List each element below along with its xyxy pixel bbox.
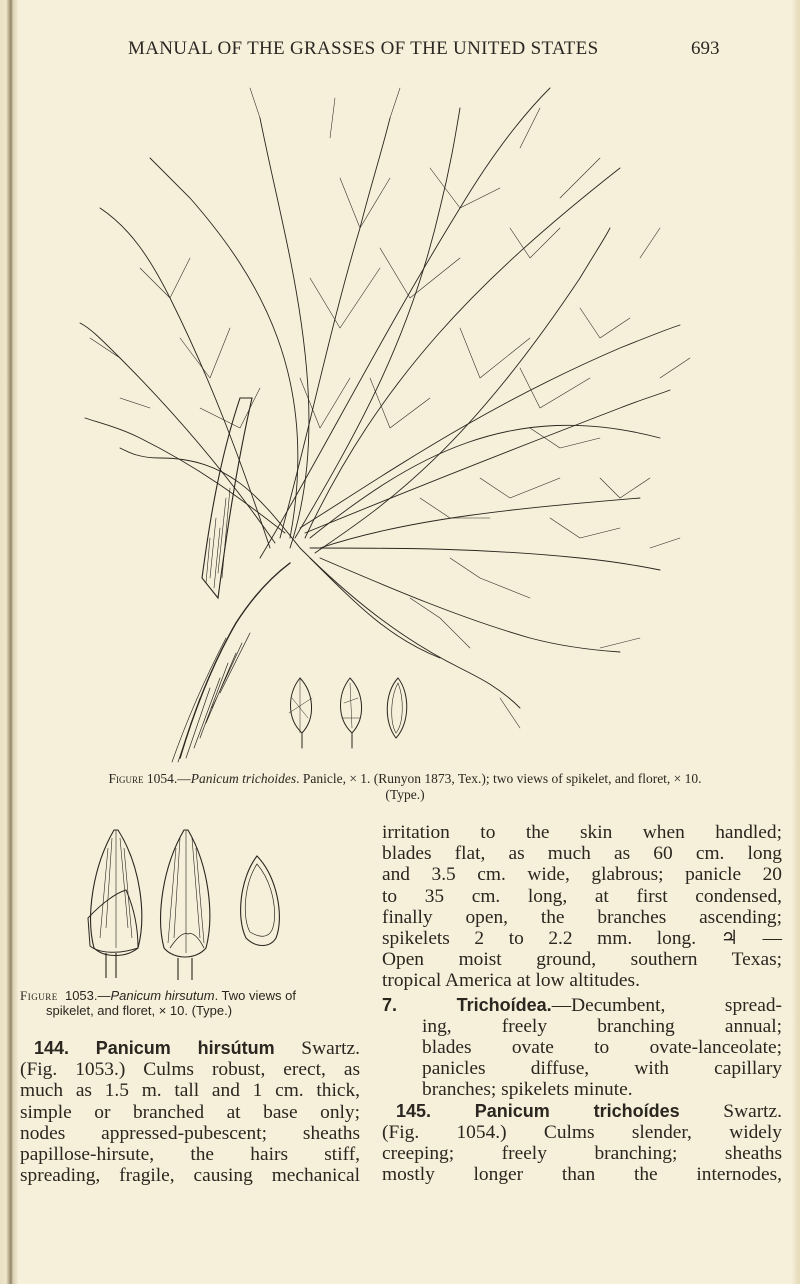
text-line: (Fig. 1053.) Culms robust, erect, as xyxy=(20,1059,360,1081)
species-number: 145. xyxy=(396,1100,432,1121)
text-line: much as 1.5 m. tall and 1 cm. thick, xyxy=(20,1080,360,1102)
text-line: blades flat, as much as 60 cm. long xyxy=(382,843,782,865)
species-author: Swartz. xyxy=(274,1038,360,1059)
panicle-branches xyxy=(80,88,680,708)
text-line: Open moist ground, southern Texas; xyxy=(382,949,782,971)
text-line: irritation to the skin when handled; xyxy=(382,822,782,843)
spikelet-illustration-1053 xyxy=(80,808,300,988)
spikelet-view-1 xyxy=(88,830,142,978)
text-line: to 35 cm. long, at first condensed, xyxy=(382,885,782,907)
species-author: Swartz. xyxy=(679,1100,782,1122)
panicle-illustration xyxy=(60,78,700,766)
caption-text: . Panicle, × 1. (Runyon 1873, Tex.); two views of spikelet, and floret, × 10. xyxy=(296,771,702,786)
species-145-heading xyxy=(382,1101,782,1122)
species-number: 144. xyxy=(34,1038,70,1058)
figure-1053-caption xyxy=(20,988,358,1018)
group-name: Trichoídea. xyxy=(456,994,552,1015)
text-line: papillose-hirsute, the hairs stiff, xyxy=(20,1144,360,1166)
species-name: Panicum trichoídes xyxy=(474,1100,680,1121)
spikelet-view-2 xyxy=(161,830,210,980)
text-line: finally open, the branches ascending; xyxy=(382,906,782,928)
text-line: ing, freely branching annual; xyxy=(422,1015,782,1037)
culm-and-sheath xyxy=(172,398,290,762)
text-line: tropical America at low altitudes. xyxy=(382,970,640,992)
book-binding-edge xyxy=(0,0,18,1284)
text-line: mostly longer than the internodes, xyxy=(382,1164,782,1186)
species-name: Panicum hirsútum xyxy=(95,1038,275,1058)
page-edge xyxy=(792,0,800,1284)
floret-view xyxy=(241,856,280,946)
text-line: simple or branched at base only; xyxy=(20,1101,360,1123)
left-text-column xyxy=(20,1038,360,1186)
text-line: blades ovate to ovate-lanceolate; xyxy=(422,1037,782,1059)
text-line: spikelets 2 to 2.2 mm. long. ♃ — xyxy=(382,928,782,950)
caption-text: . Two views of xyxy=(214,988,296,1003)
text-line: branches; spikelets minute. xyxy=(422,1079,633,1101)
group-number: 7. xyxy=(382,994,398,1015)
taxon-name: Panicum hirsutum xyxy=(110,988,215,1003)
running-head: MANUAL OF THE GRASSES OF THE UNITED STATES xyxy=(128,38,599,59)
species-144-heading xyxy=(20,1038,360,1059)
text-line: creeping; freely branching; sheaths xyxy=(382,1143,782,1165)
text-line: (Fig. 1054.) Culms slender, widely xyxy=(382,1121,782,1143)
caption-text-line2: (Type.) xyxy=(385,787,425,802)
taxon-name: Panicum trichoides xyxy=(190,771,297,786)
figure-number: 1053.— xyxy=(64,988,111,1003)
text-line: nodes appressed-pubescent; sheaths xyxy=(20,1122,360,1144)
figure-label: Figure xyxy=(20,988,58,1003)
text-line: and 3.5 cm. wide, glabrous; panicle 20 xyxy=(382,864,782,886)
spikelet-views-1054 xyxy=(289,678,407,748)
text-line: spreading, fragile, causing mechanical xyxy=(20,1165,360,1187)
page-number: 693 xyxy=(691,38,720,59)
group-7-heading xyxy=(382,995,782,1016)
caption-text-line2: spikelet, and floret, × 10. (Type.) xyxy=(46,1003,233,1018)
group-text: —Decumbent, spread- xyxy=(551,994,782,1016)
text-line: panicles diffuse, with capillary xyxy=(422,1058,782,1080)
figure-label: Figure 1054. xyxy=(108,771,178,786)
right-text-column xyxy=(382,822,782,1185)
figure-1054-caption: Figure 1054.—Panicum trichoides. Panicle, × 1. (Runyon 1873, Tex.); two views of spikelet, and floret, × 10. (Type.) xyxy=(108,771,702,802)
